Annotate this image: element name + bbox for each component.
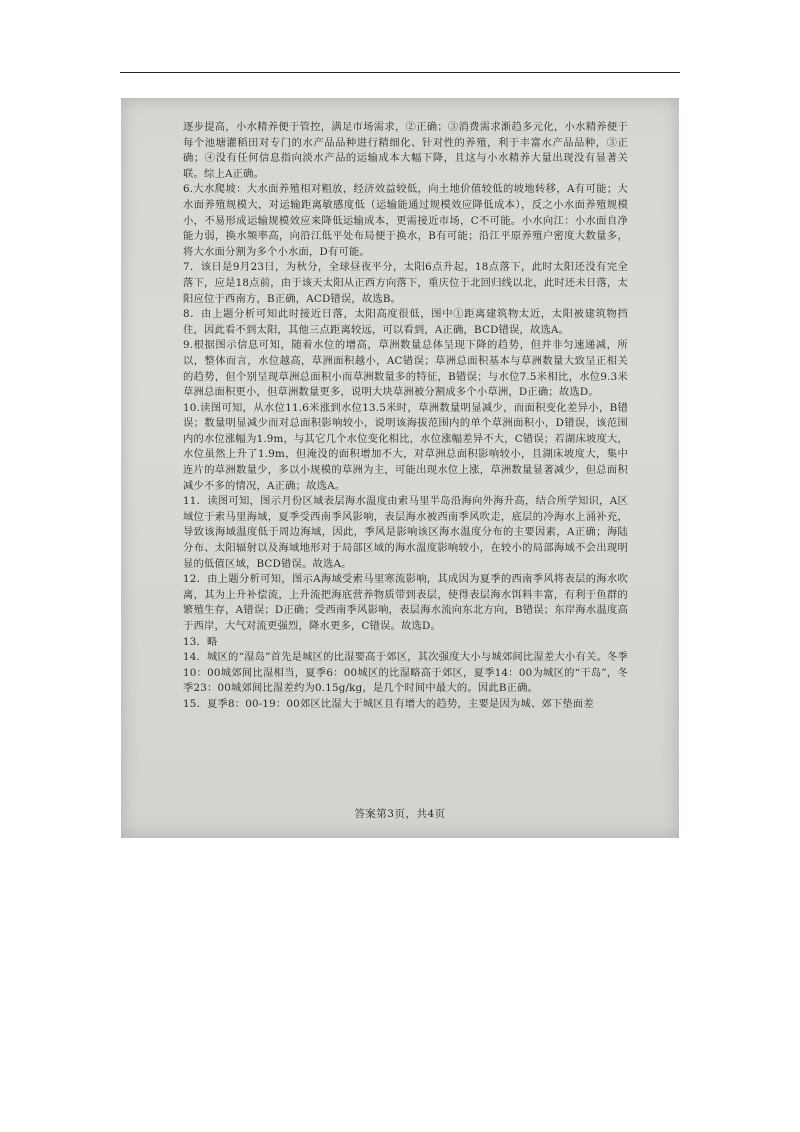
page-footer: 答案第3页，共4页 (354, 808, 446, 820)
paragraph-q10: 10.读图可知，从水位11.6米涨到水位13.5米时，草洲数量明显减少，而面积变化差异小，B错误；数量明显减少而对总面积影响较小，说明该海拔范围内的单个草洲面积小，D错误，该范围内的水位涨幅为1.9m，与其它几个水位变化相比，水位涨幅差异不大，C错误；若湖床坡度大，水位虽然上升了1.9m，但淹没的面积增加不大，对草洲总面积影响较小，且湖床坡度大，集中连片的草洲数量少，多以小规模的草洲为主，可能出现水位上涨，草洲数量显著减少，但总面积减少不多的情况，A正确；故选A。 (183, 401, 628, 492)
paragraph-q15: 15．夏季8：00-19：00郊区比湿大于城区且有增大的趋势，主要是因为城、郊下垫面差 (183, 697, 594, 710)
paragraph-q12: 12．由上题分析可知，图示A海域受索马里寒流影响，其成因为夏季的西南季风将表层的海水吹离，其为上升补偿流，上升流把海底营养物质带到表层，使得表层海水饵料丰富，有利于鱼群的繁殖生存，A错误；D正确；受西南季风影响，表层海水流向东北方向，B错误；东岸海水温度高于西岸，大气对流更强烈，降水更多，C错误。故选D。 (183, 573, 628, 632)
paragraph-q8: 8．由上题分析可知此时接近日落，太阳高度很低，图中①距离建筑物太近，太阳被建筑物挡住，因此看不到太阳，其他三点距离较远，可以看到，A正确，BCD错误，故选A。 (183, 308, 628, 336)
paragraph-continued: 逐步提高，小水精养便于管控，满足市场需求，②正确；③消费需求渐趋多元化，小水精养便于每个池塘灌稻田对专门的水产品品种进行精细化、针对性的养殖，利于丰富水产品品种，③正确；④没有任何信息指向淡水产品的运输成本大幅下降，且这与小水精养大量出现没有显著关联。综上A正确。 (183, 121, 628, 180)
paragraph-q13: 13．略 (183, 635, 218, 648)
paragraph-q9: 9.根据图示信息可知，随着水位的增高，草洲数量总体呈现下降的趋势，但并非匀速递减，所以，整体而言，水位越高，草洲面积越小，AC错误；草洲总面积基本与草洲数量大致呈正相关的趋势，但个别呈现草洲总面积小而草洲数量多的特征，B错误；与水位7.5米相比，水位9.3米草洲总面积更小，但草洲数量更多，说明大块草洲被分割成多个小草洲，D正确；故选D。 (183, 339, 628, 399)
paragraph-q6: 6.大水爬坡：大水面养殖相对粗放，经济效益较低，向土地价值较低的坡地转移，A有可能；大水面养殖规模大，对运输距离敏感度低（运输能通过规模效应降低成本），反之小水面养殖规模小，不易形成运输规模效应来降低运输成本，更需接近市场，C不可能。小水向江：小水面自净能力弱，换水频率高，向沿江低平处布局便于换水，B有可能；沿江平原养殖户密度大数量多，将大水面分割为多个小水面，D有可能。 (183, 183, 628, 258)
header-rule (120, 72, 680, 73)
scanned-page-photo (121, 98, 679, 838)
paragraph-q14: 14．城区的“湿岛”首先是城区的比湿要高于郊区，其次强度大小与城郊间比湿差大小有关。冬季10：00城郊间比湿相当，夏季6：00城区的比湿略高于郊区，夏季14：00为城区的“干岛”，冬季23：00城郊间比湿差约为0.15g/kg，是几个时间中最大的。因此B正确。 (183, 651, 628, 695)
paragraph-q7: 7．该日是9月23日，为秋分，全球昼夜平分，太阳6点升起，18点落下，此时太阳还没有完全落下，应是18点前，由于该天太阳从正西方向落下，重庆位于北回归线以北，此时还未日落，太阳应位于西南方，B正确，ACD错误，故选B。 (183, 261, 628, 305)
answer-text-body (183, 120, 628, 713)
paragraph-q11: 11．读图可知，图示月份区域表层海水温度由索马里半岛沿海向外海升高，结合所学知识，A区域位于索马里海域，夏季受西南季风影响，表层海水被西南季风吹走，底层的冷海水上涌补充，导致该海域温度低于周边海域，因此，季风是影响该区海水温度分布的主要因素，A正确；海陆分布、太阳辐射以及海域地形对于局部区域的海水温度影响较小，在较小的局部海域不会出现明显的低值区域，BCD错误。故选A。 (183, 495, 628, 570)
